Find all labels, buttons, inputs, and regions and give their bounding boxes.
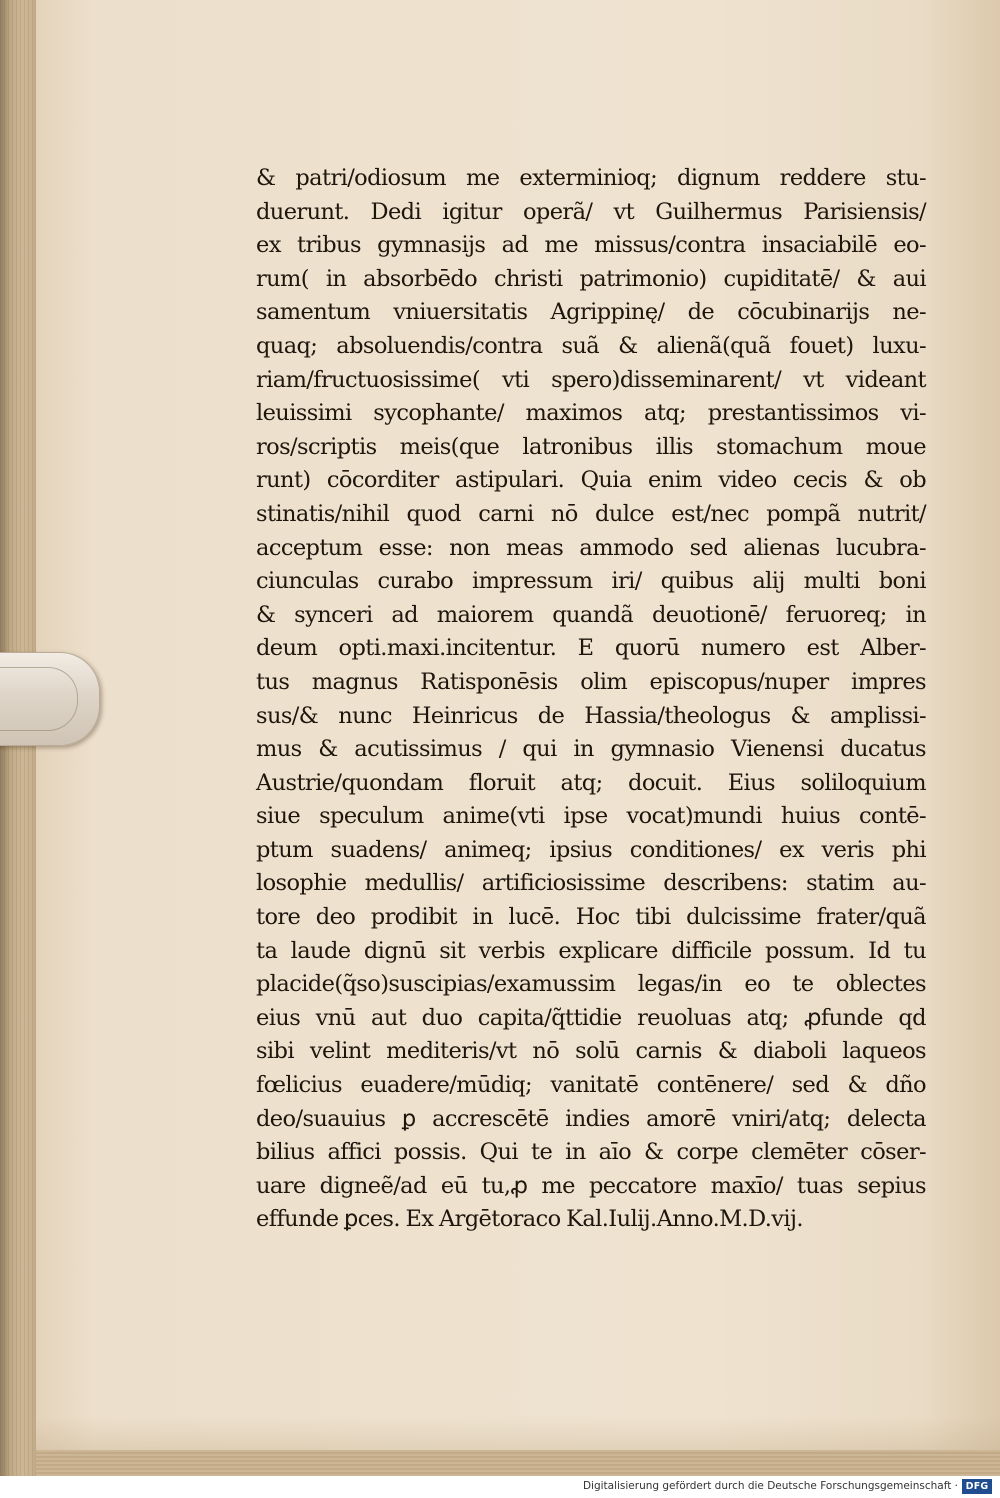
text-line: tus magnus Ratisponēsis olim episcopus/nuper impres	[256, 668, 926, 695]
text-line: ta laude dignū sit verbis explicare difficile possum. Id tu	[256, 937, 926, 964]
funding-credit: Digitalisierung gefördert durch die Deutsche Forschungsgemeinschaft ·	[582, 1480, 958, 1492]
printed-text-block	[256, 162, 926, 1237]
text-line: ex tribus gymnasijs ad me missus/contra insaciabilē eo-	[256, 232, 926, 259]
text-line: runt) cōcorditer astipulari. Quia enim video cecis & ob	[256, 467, 926, 494]
bookmark-tab	[0, 652, 100, 746]
dfg-logo-icon: DFG	[962, 1479, 992, 1494]
text-line: sus/& nunc Heinricus de Hassia/theologus & amplissi-	[256, 702, 926, 729]
text-line: & synceri ad maiorem quandã deuotionē/ feruoreq; in	[256, 601, 926, 628]
text-line: riam/fructuosissime( vti spero)disseminarent/ vt videant	[256, 366, 926, 393]
text-line: bilius affici possis. Qui te in aīo & corpe clemēter cōser-	[256, 1139, 926, 1166]
text-line: ptum suadens/ animeq; ipsius conditiones/ ex veris phi	[256, 836, 926, 863]
text-line: fœlicius euadere/mūdiq; vanitatē contēnere/ sed & dño	[256, 1072, 926, 1099]
text-line: ciunculas curabo impressum iri/ quibus alij multi boni	[256, 568, 926, 595]
text-line: quaq; absoluendis/contra suã & alienã(quã fouet) luxu-	[256, 332, 926, 359]
text-line: deo/suauius ꝑ accrescētē indies amorē vniri/atq; delecta	[256, 1105, 926, 1132]
text-line: mus & acutissimus / qui in gymnasio Vienensi ducatus	[256, 736, 926, 763]
book-fore-edge	[36, 1450, 1000, 1476]
text-line: & patri/odiosum me exterminioq; dignum reddere stu-	[256, 165, 926, 191]
text-line: leuissimi sycophante/ maximos atq; prestantissimos vi-	[256, 400, 926, 427]
text-line: eius vnū aut duo capita/q̃ttidie reuoluas atq; ꝓfunde qd	[256, 1004, 926, 1031]
text-line: placide(q̃so)suscipias/examussim legas/in eo te oblectes	[256, 971, 926, 998]
text-line: stinatis/nihil quod carni nō dulce est/nec pompã nutrit/	[256, 500, 926, 527]
text-line: siue speculum anime(vti ipse vocat)mundi huius contē-	[256, 803, 926, 830]
text-line: deum opti.maxi.incitentur. E quorū numero est Alber-	[256, 635, 926, 662]
text-line: acceptum esse: non meas ammodo sed alienas lucubra-	[256, 534, 926, 561]
bookmark-tab-inner	[0, 667, 78, 731]
text-line: uare digneẽ/ad eū tu,ꝓ me peccatore maxīo/ tuas sepius	[256, 1172, 926, 1199]
footer-bar	[0, 1476, 1000, 1498]
text-line: sibi velint mediteris/vt nō solū carnis & diaboli laqueos	[256, 1038, 926, 1065]
text-line: effunde ꝑces. Ex Argētoraco Kal.Iulij.Anno.M.D.vij.	[256, 1206, 803, 1233]
text-line: tore deo prodibit in lucē. Hoc tibi dulcissime frater/quã	[256, 904, 926, 931]
text-line: samentum vniuersitatis Agrippinę/ de cōcubinarijs ne-	[256, 299, 926, 326]
text-line: losophie medullis/ artificiosissime describens: statim au-	[256, 870, 926, 897]
text-line: Austrie/quondam floruit atq; docuit. Eius soliloquium	[256, 769, 926, 796]
text-line: ros/scriptis meis(que latronibus illis stomachum moue	[256, 433, 926, 460]
text-line: duerunt. Dedi igitur operã/ vt Guilhermus Parisiensis/	[256, 198, 926, 225]
text-line: rum( in absorbēdo christi patrimonio) cupiditatē/ & aui	[256, 265, 926, 292]
